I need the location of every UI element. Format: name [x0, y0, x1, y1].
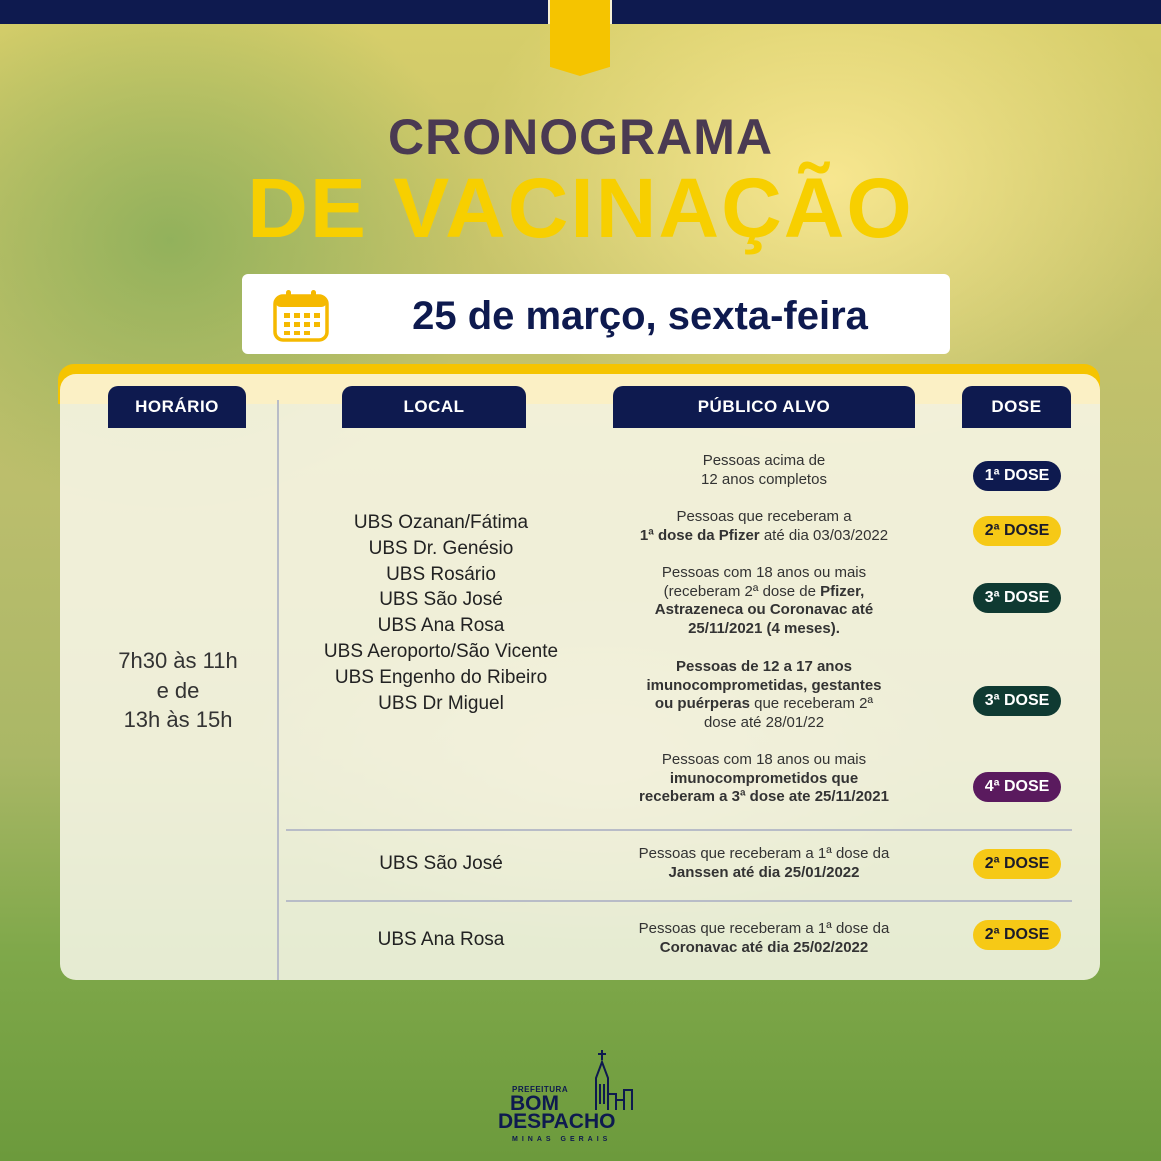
audience-line	[606, 920, 922, 939]
dose-badge: 2ª DOSE	[973, 849, 1061, 879]
audience-line	[606, 508, 922, 527]
dose-badge: 3ª DOSE	[973, 686, 1061, 716]
date-text: 25 de março, sexta-feira	[412, 293, 868, 338]
row-divider	[286, 900, 1072, 902]
audience-line	[606, 751, 922, 770]
logo-minas-gerais: MINAS GERAIS	[512, 1136, 612, 1143]
audience-text: que receberam 2ª	[749, 695, 874, 712]
location-item: UBS Ana Rosa	[377, 929, 505, 950]
header-dose: DOSE	[962, 386, 1071, 428]
location-item: UBS Ozanan/Fátima	[353, 512, 529, 533]
hours-line-2: e de	[156, 677, 200, 703]
audience-text: Pessoas acima de	[702, 452, 826, 469]
audience-text: (receberam 2ª dose de	[663, 582, 821, 600]
header-local: LOCAL	[342, 386, 526, 428]
audience-line	[606, 939, 922, 958]
row-divider	[286, 829, 1072, 831]
target-audience	[606, 658, 922, 732]
location-item: UBS Engenho do Ribeiro	[334, 666, 548, 688]
audience-text: Pessoas com 18 anos ou mais	[661, 564, 867, 581]
location-item: UBS Dr. Genésio	[368, 537, 514, 559]
audience-line	[606, 527, 922, 546]
audience-text-bold: Astrazeneca ou Coronavac até	[654, 601, 874, 618]
dose-badge: 1ª DOSE	[973, 461, 1061, 491]
audience-text: até dia 03/03/2022	[759, 526, 889, 544]
audience-text-bold: Coronavac até dia 25/02/2022	[659, 938, 869, 956]
location-list	[296, 510, 586, 716]
audience-text-bold: Pfizer,	[820, 582, 865, 600]
audience-text-bold: imunocomprometidos que	[669, 769, 859, 787]
location-item: UBS Aeroporto/São Vicente	[323, 640, 559, 662]
audience-line	[606, 658, 922, 677]
audience-line	[606, 864, 922, 883]
dose-badge: 2ª DOSE	[973, 920, 1061, 950]
header-publico-alvo: PÚBLICO ALVO	[613, 386, 915, 428]
target-audience	[606, 508, 922, 545]
audience-text: 12 anos completos	[701, 470, 827, 488]
audience-text: Pessoas que receberam a 1ª dose da	[638, 920, 890, 937]
audience-line	[606, 583, 922, 602]
dose-badge: 2ª DOSE	[973, 516, 1061, 546]
target-audience	[606, 845, 922, 882]
audience-line	[606, 770, 922, 789]
audience-line	[606, 677, 922, 696]
church-skyline-icon	[584, 1048, 644, 1118]
hours-line-3: 13h às 15h	[123, 707, 233, 732]
audience-text: Pessoas com 18 anos ou mais	[661, 751, 867, 768]
audience-text-bold: imunocomprometidas, gestantes	[646, 676, 882, 694]
target-audience	[606, 452, 922, 489]
audience-text-bold: receberam a 3ª dose ate 25/11/2021	[639, 788, 889, 805]
audience-text-bold: Pessoas de 12 a 17 anos	[676, 658, 852, 675]
audience-text: dose até 28/01/22	[703, 713, 825, 731]
hours-line-1: 7h30 às 11h	[118, 648, 238, 673]
schedule-hours	[80, 646, 276, 735]
audience-text-bold: Janssen até dia 25/01/2022	[668, 863, 860, 881]
audience-line	[606, 620, 922, 639]
prefeitura-logo	[498, 1048, 664, 1148]
bookmark-ribbon	[550, 0, 610, 76]
audience-line	[606, 564, 922, 583]
location-item: UBS Dr Miguel	[378, 692, 504, 714]
audience-line	[606, 788, 922, 807]
location-item: UBS Ana Rosa	[377, 615, 505, 637]
logo-prefeitura: PREFEITURA	[512, 1085, 569, 1094]
audience-text-bold: 25/11/2021 (4 meses).	[688, 619, 840, 637]
dose-badge: 4ª DOSE	[973, 772, 1061, 802]
logo-despacho: DESPACHO	[498, 1110, 616, 1133]
audience-line	[606, 471, 922, 490]
title-line-2: DE VACINAÇÃO	[247, 161, 914, 255]
audience-text: Pessoas que receberam a 1ª dose da	[638, 845, 890, 862]
calendar-icon	[272, 288, 330, 344]
location-item: UBS São José	[379, 589, 503, 611]
audience-line	[606, 452, 922, 471]
title-line-1: CRONOGRAMA	[388, 109, 773, 165]
audience-line	[606, 601, 922, 620]
audience-line	[606, 695, 922, 714]
target-audience	[606, 920, 922, 957]
target-audience	[606, 564, 922, 638]
audience-text-bold: ou puérperas	[654, 695, 750, 712]
target-audience	[606, 751, 922, 807]
logo-bom: BOM	[510, 1092, 559, 1115]
audience-line	[606, 714, 922, 733]
audience-text-bold: 1ª dose da Pfizer	[639, 526, 760, 544]
location-item: UBS Rosário	[386, 563, 496, 585]
audience-line	[606, 845, 922, 864]
header-horario: HORÁRIO	[108, 386, 246, 428]
audience-text: Pessoas que receberam a	[676, 508, 852, 525]
dose-badge: 3ª DOSE	[973, 583, 1061, 613]
column-divider	[277, 400, 279, 980]
location-item: UBS São José	[379, 853, 503, 874]
